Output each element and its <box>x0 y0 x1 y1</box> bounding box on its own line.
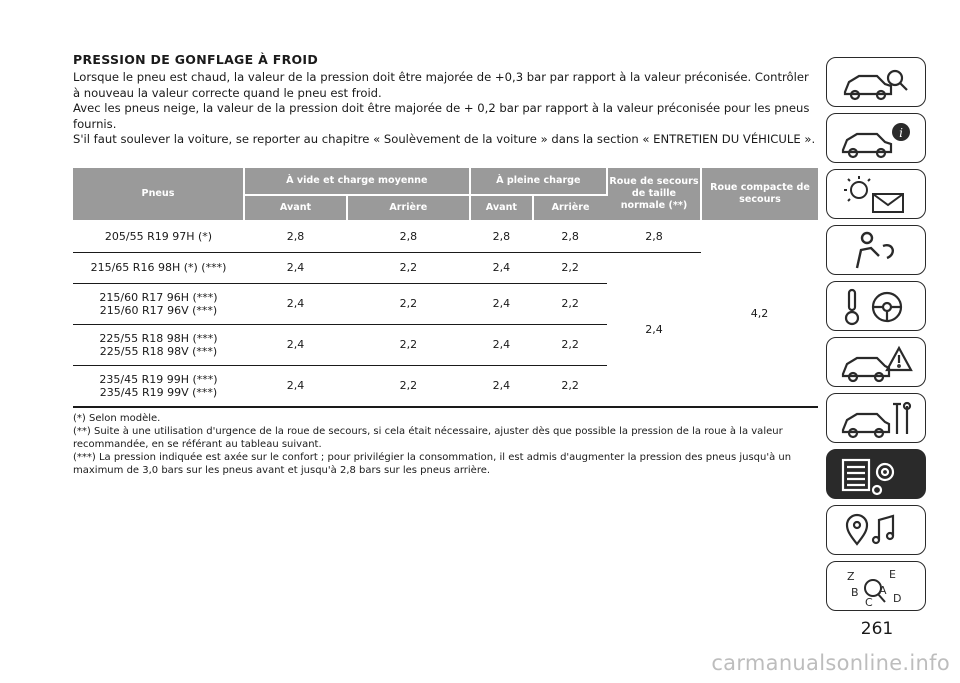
page-content <box>73 52 818 477</box>
chapter-sidebar <box>826 57 928 617</box>
footnote-model: (*) Selon modèle. <box>73 412 161 424</box>
header-mid-front: Avant <box>244 195 347 221</box>
car-info-icon <box>827 114 926 163</box>
car-wrench-icon <box>827 394 926 443</box>
tyre-size: 215/60 R17 96H (***) <box>99 290 218 304</box>
full-front-value: 2,4 <box>470 283 534 324</box>
svg-text:A: A <box>879 584 887 597</box>
tyre-pressure-table <box>73 168 818 408</box>
paragraph-hot-tyre: Lorsque le pneu est chaud, la valeur de la pression doit être majorée de +0,3 bar par rapport à la valeur préconisée. Contrôler à nouveau la valeur correcte quand le pneu est froid. <box>73 70 809 100</box>
full-front-value: 2,4 <box>470 324 534 365</box>
tab-safety-lights[interactable] <box>826 169 926 219</box>
tab-multimedia[interactable] <box>826 505 926 555</box>
svg-text:Z: Z <box>847 570 855 583</box>
steering-wheel-icon <box>827 282 926 331</box>
tyre-size-cell <box>73 365 244 407</box>
list-gear-icon <box>827 450 926 499</box>
tyre-size: 215/65 R16 98H (*) (***) <box>90 261 227 274</box>
spare-compact-value: 4,2 <box>701 221 818 407</box>
header-spare-normal: Roue de secours de taille normale (**) <box>607 168 701 221</box>
full-front-value: 2,4 <box>470 365 534 407</box>
mid-front-value: 2,8 <box>244 221 347 253</box>
svg-text:B: B <box>851 586 859 599</box>
tyre-size-cell <box>73 221 244 253</box>
svg-text:D: D <box>893 592 902 605</box>
svg-text:i: i <box>899 126 903 140</box>
mid-rear-value: 2,2 <box>347 283 470 324</box>
tyre-size-cell <box>73 252 244 283</box>
tyre-size: 235/45 R19 99H (***) <box>99 372 218 386</box>
tab-index[interactable] <box>826 561 926 611</box>
header-spare-compact: Roue compacte de secours <box>701 168 818 221</box>
tab-emergency[interactable] <box>826 337 926 387</box>
table-header-row <box>73 168 818 195</box>
car-warning-icon <box>827 338 926 387</box>
paragraph-snow-tyre: Avec les pneus neige, la valeur de la pression doit être majorée de + 0,2 bar par rapport à la valeur préconisée pour les pneus fournis. <box>73 101 810 131</box>
tab-maintenance[interactable] <box>826 393 926 443</box>
section-title: PRESSION DE GONFLAGE À FROID <box>73 52 319 67</box>
mid-front-value: 2,4 <box>244 252 347 283</box>
header-mid-rear: Arrière <box>347 195 470 221</box>
header-mid-load: À vide et charge moyenne <box>244 168 470 195</box>
person-airbag-icon <box>827 226 926 275</box>
tab-vehicle-overview[interactable] <box>826 57 926 107</box>
tyre-size: 215/60 R17 96V (***) <box>99 303 218 317</box>
header-tyres: Pneus <box>73 168 244 221</box>
alphabet-search-icon <box>827 562 926 611</box>
mid-rear-value: 2,2 <box>347 324 470 365</box>
full-front-value: 2,4 <box>470 252 534 283</box>
page-number: 261 <box>860 619 894 639</box>
header-full-load: À pleine charge <box>470 168 607 195</box>
table-row <box>73 221 818 253</box>
location-music-icon <box>827 506 926 555</box>
tab-safety[interactable] <box>826 225 926 275</box>
full-front-value: 2,8 <box>470 221 534 253</box>
svg-text:C: C <box>865 596 873 609</box>
full-rear-value: 2,2 <box>533 252 607 283</box>
svg-text:E: E <box>889 568 896 581</box>
tyre-size-cell <box>73 324 244 365</box>
tyre-size: 225/55 R18 98H (***) <box>99 331 218 345</box>
tab-technical-data[interactable] <box>826 449 926 499</box>
car-search-icon <box>827 58 926 107</box>
tab-starting-driving[interactable] <box>826 281 926 331</box>
footnote-comfort: (***) La pression indiquée est axée sur le confort ; pour privilégier la consommation, il est admis d'augmenter la pression des pneus jusqu'à un maximum de 3,0 bars sur les pneus avant et jusqu'à 2,8 bars sur les pneus arrière. <box>73 451 792 476</box>
mid-front-value: 2,4 <box>244 324 347 365</box>
spare-normal-value: 2,8 <box>607 221 701 253</box>
paragraph-lifting: S'il faut soulever la voiture, se reporter au chapitre « Soulèvement de la voiture » dans la section « ENTRETIEN DU VÉHICULE ». <box>73 132 816 146</box>
full-rear-value: 2,2 <box>533 365 607 407</box>
footnote-spare: (**) Suite à une utilisation d'urgence de la roue de secours, si cela était nécessaire, ajuster dès que possible la pression de la roue à la valeur recommandée, en se référant au tableau suivant. <box>73 425 783 450</box>
mid-rear-value: 2,8 <box>347 221 470 253</box>
mid-rear-value: 2,2 <box>347 365 470 407</box>
tyre-size: 235/45 R19 99V (***) <box>99 385 218 399</box>
footnotes <box>73 412 818 477</box>
header-full-front: Avant <box>470 195 534 221</box>
tyre-size: 205/55 R19 97H (*) <box>104 230 213 243</box>
sun-envelope-icon <box>827 170 926 219</box>
mid-front-value: 2,4 <box>244 283 347 324</box>
mid-rear-value: 2,2 <box>347 252 470 283</box>
full-rear-value: 2,2 <box>533 324 607 365</box>
tab-dashboard-info[interactable] <box>826 113 926 163</box>
tyre-size-cell <box>73 283 244 324</box>
full-rear-value: 2,8 <box>533 221 607 253</box>
mid-front-value: 2,4 <box>244 365 347 407</box>
header-full-rear: Arrière <box>533 195 607 221</box>
tyre-size: 225/55 R18 98V (***) <box>99 344 218 358</box>
full-rear-value: 2,2 <box>533 283 607 324</box>
spare-normal-value: 2,4 <box>607 252 701 407</box>
watermark: carmanualsonline.info <box>711 651 950 675</box>
